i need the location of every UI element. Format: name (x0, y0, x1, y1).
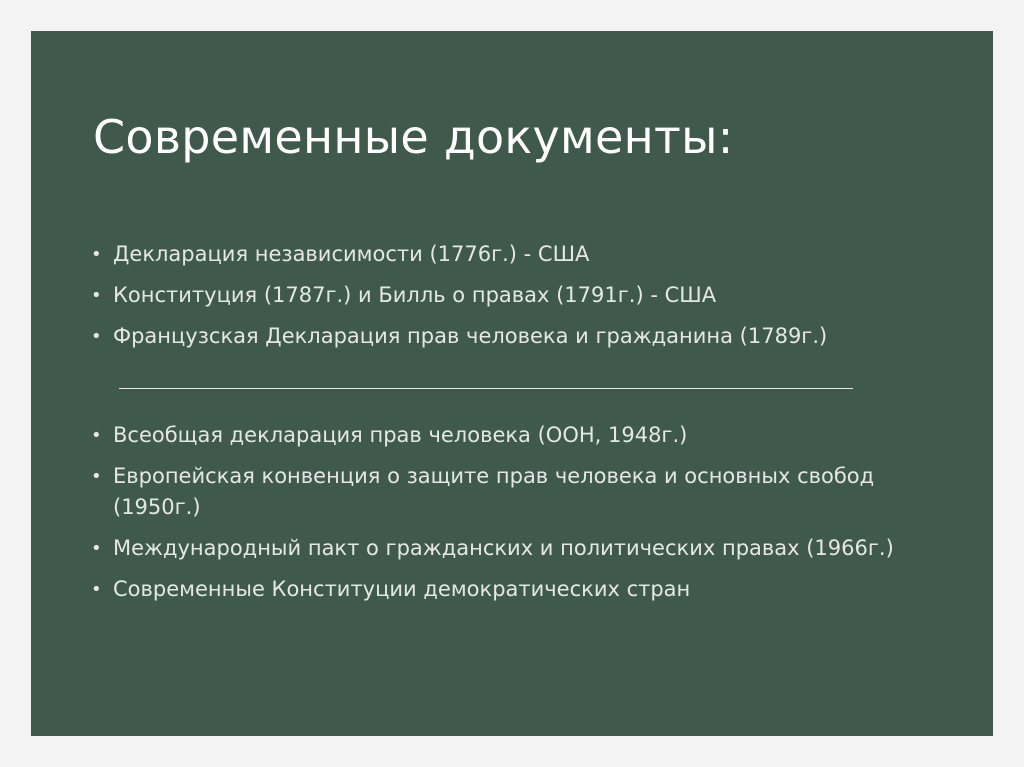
list-item-text: Декларация независимости (1776г.) - США (113, 242, 590, 266)
separator-row (91, 362, 951, 420)
list-item-text: Всеобщая декларация прав человека (ООН, 1948г.) (113, 423, 688, 447)
bullet-icon: • (91, 285, 102, 306)
list-item (91, 321, 873, 352)
list-item (91, 461, 913, 523)
list-item-text: Конституция (1787г.) и Билль о правах (1791г.) - США (113, 283, 717, 307)
list-item-text: Международный пакт о гражданских и политических правах (1966г.) (113, 536, 894, 560)
bullet-icon: • (91, 326, 102, 347)
list-item-text: Французская Декларация прав человека и гражданина (1789г.) (113, 324, 828, 348)
bullet-icon: • (91, 538, 102, 559)
list-item (91, 239, 951, 270)
bullet-icon: • (91, 579, 102, 600)
bullet-icon: • (91, 425, 102, 446)
list-item-text: Европейская конвенция о защите прав человека и основных свобод (1950г.) (113, 464, 875, 519)
list-item (91, 420, 951, 451)
bullet-icon: • (91, 466, 102, 487)
slide (31, 31, 993, 736)
list-item (91, 533, 933, 564)
bullet-list (91, 239, 951, 615)
slide-title: Современные документы: (93, 110, 734, 164)
bullet-icon: • (91, 244, 102, 265)
divider-line (119, 388, 853, 389)
list-item (91, 280, 951, 311)
list-item-text: Современные Конституции демократических стран (113, 577, 691, 601)
list-item (91, 574, 951, 605)
